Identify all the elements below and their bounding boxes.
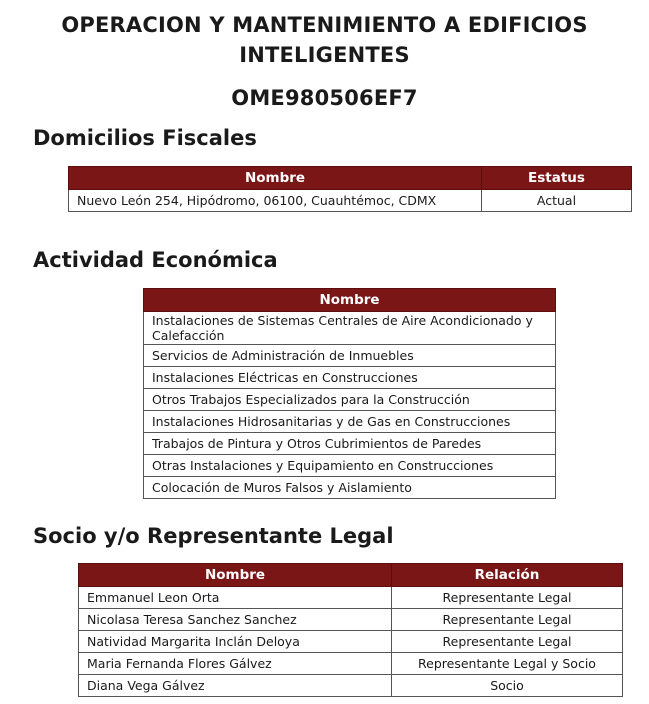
socio-relacion: Socio [392, 675, 623, 697]
socio-nombre: Nicolasa Teresa Sanchez Sanchez [79, 609, 392, 631]
table-row [144, 411, 556, 433]
actividad-item: Otras Instalaciones y Equipamiento en Construcciones [144, 455, 556, 477]
domicilio-nombre: Nuevo León 254, Hipódromo, 06100, Cuauhtémoc, CDMX [69, 190, 482, 212]
table-row [144, 367, 556, 389]
actividad-item: Trabajos de Pintura y Otros Cubrimientos de Paredes [144, 433, 556, 455]
column-header-relacion: Relación [392, 564, 623, 587]
table-row [144, 389, 556, 411]
table-row [144, 345, 556, 367]
table-row [79, 587, 623, 609]
table-row [79, 609, 623, 631]
column-header-nombre: Nombre [69, 167, 482, 190]
socio-nombre: Maria Fernanda Flores Gálvez [79, 653, 392, 675]
socio-relacion: Representante Legal [392, 587, 623, 609]
table-row [79, 675, 623, 697]
actividad-item: Instalaciones Eléctricas en Construcciones [144, 367, 556, 389]
actividad-item: Otros Trabajos Especializados para la Construcción [144, 389, 556, 411]
actividad-table [143, 288, 556, 499]
domicilios-header-row [69, 167, 632, 190]
column-header-estatus: Estatus [482, 167, 632, 190]
domicilios-heading: Domicilios Fiscales [33, 126, 257, 150]
socio-nombre: Natividad Margarita Inclán Deloya [79, 631, 392, 653]
actividad-heading: Actividad Económica [33, 248, 278, 272]
actividad-item: Instalaciones de Sistemas Centrales de Aire Acondicionado y Calefacción [144, 312, 556, 345]
actividad-item: Colocación de Muros Falsos y Aislamiento [144, 477, 556, 499]
table-row [144, 455, 556, 477]
socios-table [78, 563, 623, 697]
table-row [144, 312, 556, 345]
rfc-code: OME980506EF7 [231, 86, 418, 110]
document-title-line-1: OPERACION Y MANTENIMIENTO A EDIFICIOS [61, 13, 588, 37]
table-row [144, 433, 556, 455]
actividad-item: Instalaciones Hidrosanitarias y de Gas en Construcciones [144, 411, 556, 433]
table-row [79, 653, 623, 675]
table-row [79, 631, 623, 653]
socio-nombre: Diana Vega Gálvez [79, 675, 392, 697]
socios-header-row [79, 564, 623, 587]
actividad-header-row [144, 289, 556, 312]
document-title-line-2: INTELIGENTES [239, 43, 410, 67]
column-header-nombre: Nombre [144, 289, 556, 312]
table-row [144, 477, 556, 499]
socio-nombre: Emmanuel Leon Orta [79, 587, 392, 609]
socio-relacion: Representante Legal [392, 609, 623, 631]
socio-relacion: Representante Legal [392, 631, 623, 653]
actividad-item: Servicios de Administración de Inmuebles [144, 345, 556, 367]
column-header-nombre: Nombre [79, 564, 392, 587]
table-row [69, 190, 632, 212]
socio-relacion: Representante Legal y Socio [392, 653, 623, 675]
domicilio-estatus: Actual [482, 190, 632, 212]
domicilios-table [68, 166, 632, 212]
socios-heading: Socio y/o Representante Legal [33, 524, 394, 548]
